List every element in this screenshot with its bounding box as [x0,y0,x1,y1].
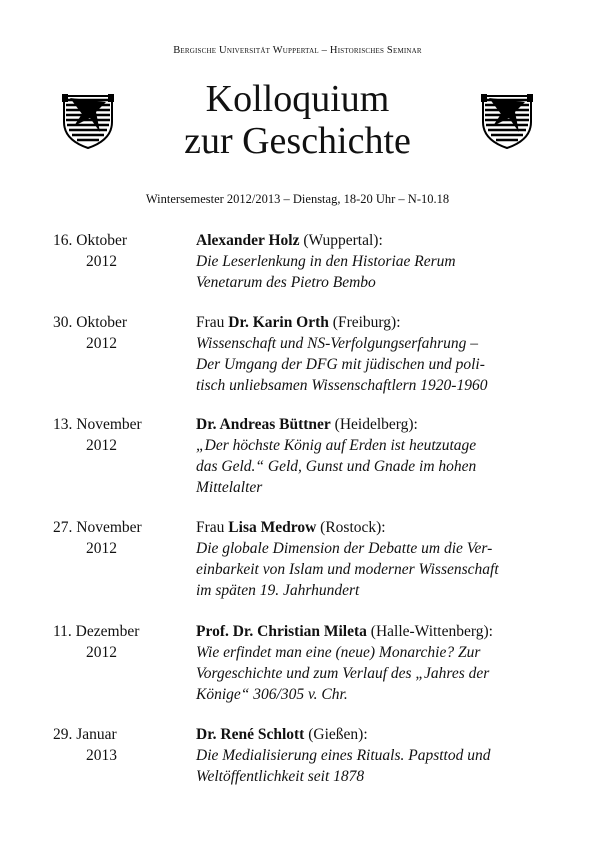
event-info [196,312,556,396]
event-year: 2013 [86,747,117,764]
event-day: 16. Oktober [53,232,128,249]
event-year: 2012 [86,540,117,557]
event-info [196,724,556,787]
speaker-line [196,724,556,745]
speaker-name: Dr. René Schlott [196,726,305,743]
speaker-affiliation: (Heidelberg): [330,416,418,433]
event-year: 2012 [86,437,117,454]
speaker-line [196,312,556,333]
event-date [53,517,173,559]
speaker-name: Dr. Karin Orth [228,314,329,331]
event-day: 13. November [53,416,142,433]
event-day: 27. November [53,519,142,536]
speaker-name: Dr. Andreas Büttner [196,416,331,433]
speaker-affiliation: (Gießen): [304,726,368,743]
event-date [53,414,173,456]
semester-info: Wintersemester 2012/2013 – Dienstag, 18-20 Uhr – N-10.18 [145,192,450,206]
event-date [53,621,173,663]
speaker-affiliation: (Rostock): [316,519,386,536]
event-date [53,724,173,766]
talk-title: Die globale Dimension der Debatte um die Ver- einbarkeit von Islam und moderner Wissenschaft im späten 19. Jahrhundert [196,540,499,599]
speaker-line [196,414,556,435]
event-info [196,414,556,498]
speaker-prefix: Frau [196,519,229,536]
event-day: 30. Oktober [53,314,128,331]
event-year: 2012 [86,335,117,352]
speaker-name: Lisa Medrow [228,519,317,536]
speaker-name: Alexander Holz [196,232,300,249]
speaker-affiliation: (Freiburg): [328,314,401,331]
event-info [196,621,556,705]
institution-header: Bergische Universität Wuppertal – Historisches Seminar [173,45,422,56]
event-info [196,517,556,601]
event-date [53,312,173,354]
speaker-affiliation: (Wuppertal): [299,232,383,249]
talk-title: Wie erfindet man eine (neue) Monarchie? Zur Vorgeschichte und zum Verlauf des „Jahres der Könige“ 306/305 v. Chr. [196,644,490,703]
speaker-prefix: Frau [196,314,229,331]
event-date [53,230,173,272]
talk-title: Die Medialisierung eines Rituals. Papsttod und Weltöffentlichkeit seit 1878 [196,747,491,785]
event-info [196,230,556,293]
talk-title: „Der höchste König auf Erden ist heutzutage das Geld.“ Geld, Gunst und Gnade im hohen Mittelalter [196,437,477,496]
talk-title: Die Leserlenkung in den Historiae Rerum Venetarum des Pietro Bembo [196,253,456,291]
page-title [0,78,595,162]
title-line-2: zur Geschichte [184,120,411,162]
speaker-line [196,621,556,642]
speaker-line [196,517,556,538]
event-day: 11. Dezember [53,623,140,640]
speaker-name: Prof. Dr. Christian Mileta [196,623,367,640]
speaker-line [196,230,556,251]
title-line-1: Kolloquium [205,78,390,120]
event-day: 29. Januar [53,726,117,743]
event-year: 2012 [86,644,117,661]
event-year: 2012 [86,253,117,270]
talk-title: Wissenschaft und NS-Verfolgungserfahrung – Der Umgang der DFG mit jüdischen und poli- tisch unliebsamen Wissenschaftlern 1920-1960 [196,335,488,394]
speaker-affiliation: (Halle-Wittenberg): [366,623,493,640]
